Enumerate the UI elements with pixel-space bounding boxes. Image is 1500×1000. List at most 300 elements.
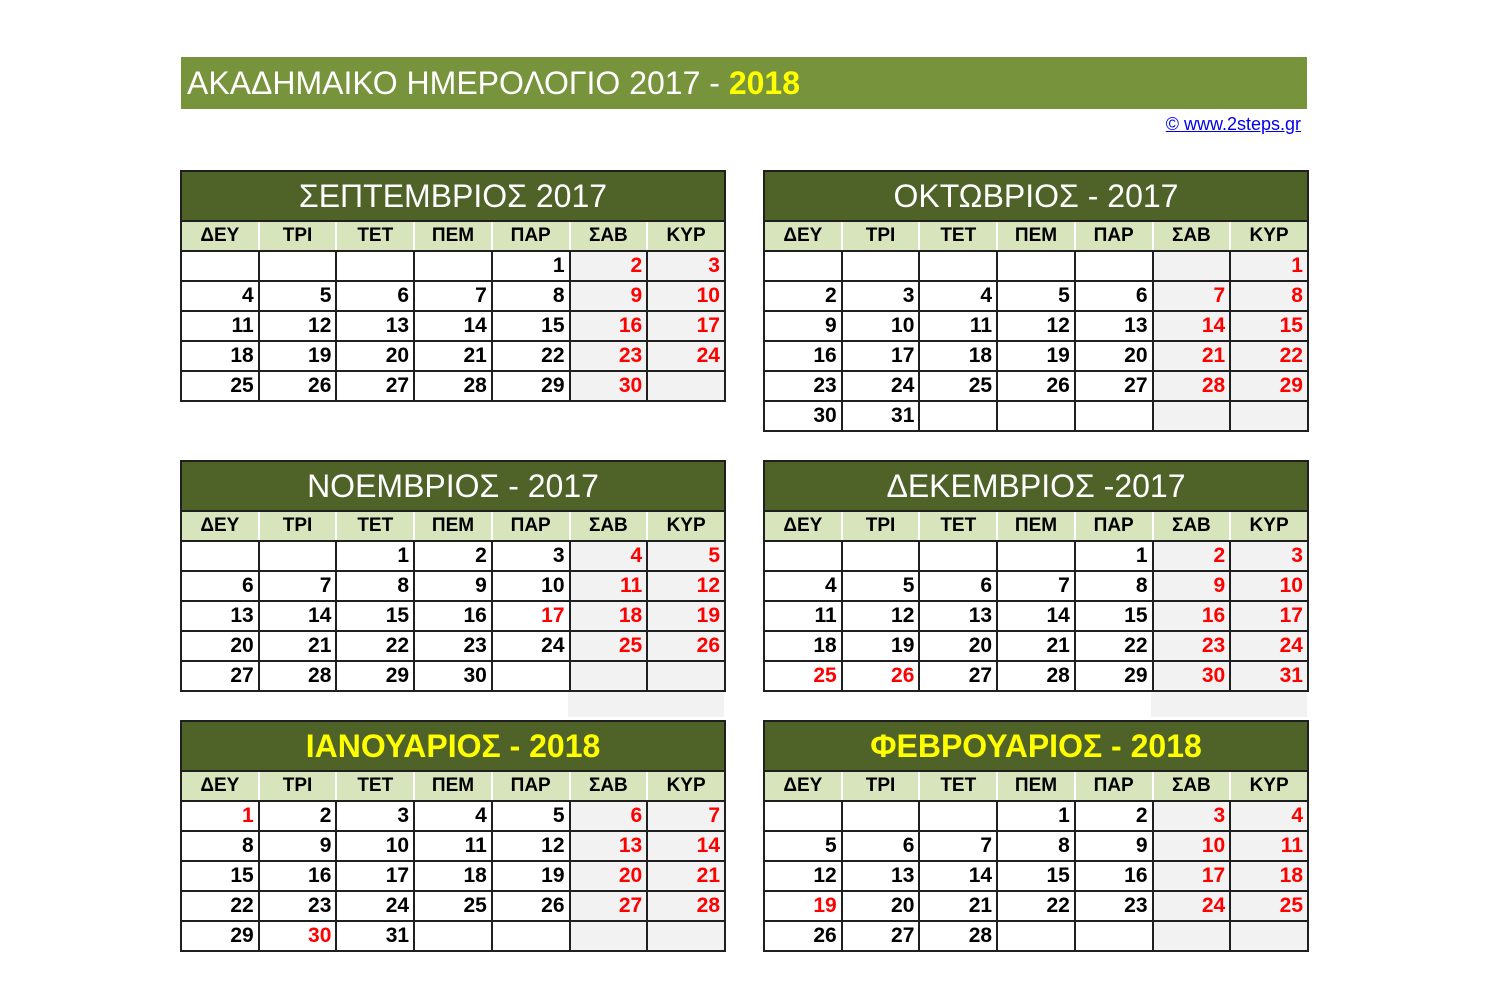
day-cell: 26 <box>259 371 337 401</box>
day-cell: 30 <box>1153 661 1231 691</box>
week-row <box>181 311 725 341</box>
week-row <box>181 371 725 401</box>
day-cell: 25 <box>1230 891 1308 921</box>
day-cell: 31 <box>842 401 920 431</box>
day-cell: 17 <box>1153 861 1231 891</box>
day-cell: 6 <box>919 571 997 601</box>
day-cell: 22 <box>1230 341 1308 371</box>
week-row <box>764 801 1308 831</box>
day-cell: 11 <box>570 571 648 601</box>
day-cell <box>570 921 648 951</box>
page-title: ΑΚΑΔΗΜΑΙΚΟ ΗΜΕΡΟΛΟΓΙΟ 2017 - <box>187 65 729 101</box>
day-cell: 19 <box>492 861 570 891</box>
day-cell: 18 <box>919 341 997 371</box>
weekday-header: ΠΕΜ <box>414 771 492 801</box>
month-calendar <box>180 460 726 692</box>
day-cell: 8 <box>1230 281 1308 311</box>
weekday-header: ΔΕΥ <box>181 221 259 251</box>
week-row <box>764 371 1308 401</box>
day-cell: 6 <box>842 831 920 861</box>
day-cell <box>492 661 570 691</box>
day-cell: 21 <box>919 891 997 921</box>
day-cell: 10 <box>336 831 414 861</box>
day-cell: 22 <box>336 631 414 661</box>
day-cell: 24 <box>336 891 414 921</box>
day-cell: 13 <box>336 311 414 341</box>
day-cell <box>181 251 259 281</box>
day-cell: 29 <box>1230 371 1308 401</box>
day-cell: 25 <box>181 371 259 401</box>
day-cell <box>919 251 997 281</box>
day-cell: 13 <box>919 601 997 631</box>
weekday-header: ΤΕΤ <box>336 771 414 801</box>
weekday-header: ΤΕΤ <box>919 511 997 541</box>
day-cell <box>1075 401 1153 431</box>
day-cell <box>1075 921 1153 951</box>
day-cell: 27 <box>570 891 648 921</box>
weekday-header: ΤΕΤ <box>336 511 414 541</box>
day-cell: 14 <box>414 311 492 341</box>
day-cell: 4 <box>919 281 997 311</box>
day-cell: 9 <box>764 311 842 341</box>
month-title: ΦΕΒΡΟΥΑΡΙΟΣ - 2018 <box>764 721 1308 771</box>
weekday-header: ΤΡΙ <box>842 511 920 541</box>
weekday-header: ΤΕΤ <box>919 771 997 801</box>
day-cell: 6 <box>1075 281 1153 311</box>
day-cell: 12 <box>997 311 1075 341</box>
day-cell <box>647 921 725 951</box>
week-row <box>764 661 1308 691</box>
week-row <box>181 571 725 601</box>
week-row <box>181 861 725 891</box>
month-title: ΝΟΕΜΒΡΙΟΣ - 2017 <box>181 461 725 511</box>
day-cell <box>764 541 842 571</box>
day-cell: 5 <box>647 541 725 571</box>
day-cell: 15 <box>1230 311 1308 341</box>
day-cell: 26 <box>842 661 920 691</box>
week-row <box>764 861 1308 891</box>
day-cell: 27 <box>336 371 414 401</box>
day-cell: 18 <box>414 861 492 891</box>
day-cell: 4 <box>570 541 648 571</box>
day-cell: 10 <box>842 311 920 341</box>
month-calendar <box>180 170 726 402</box>
day-cell <box>842 801 920 831</box>
day-cell: 7 <box>997 571 1075 601</box>
month-title: ΣΕΠΤΕΜΒΡΙΟΣ 2017 <box>181 171 725 221</box>
day-cell: 14 <box>647 831 725 861</box>
day-cell: 17 <box>336 861 414 891</box>
weekday-header: ΣΑΒ <box>570 221 648 251</box>
day-cell: 13 <box>1075 311 1153 341</box>
day-cell: 20 <box>570 861 648 891</box>
day-cell: 8 <box>492 281 570 311</box>
week-row <box>764 341 1308 371</box>
day-cell: 23 <box>259 891 337 921</box>
day-cell: 14 <box>1153 311 1231 341</box>
page-title-banner <box>181 57 1307 109</box>
weekday-header: ΣΑΒ <box>570 771 648 801</box>
day-cell: 20 <box>842 891 920 921</box>
week-row <box>181 341 725 371</box>
day-cell: 1 <box>1075 541 1153 571</box>
day-cell <box>997 541 1075 571</box>
day-cell <box>1230 921 1308 951</box>
day-cell: 22 <box>492 341 570 371</box>
day-cell: 29 <box>336 661 414 691</box>
day-cell: 24 <box>1230 631 1308 661</box>
weekday-header: ΤΡΙ <box>259 221 337 251</box>
day-cell: 5 <box>259 281 337 311</box>
day-cell: 12 <box>647 571 725 601</box>
weekday-header: ΚΥΡ <box>647 511 725 541</box>
day-cell: 11 <box>1230 831 1308 861</box>
day-cell: 30 <box>259 921 337 951</box>
day-cell: 25 <box>414 891 492 921</box>
day-cell <box>259 251 337 281</box>
day-cell: 16 <box>1075 861 1153 891</box>
day-cell: 29 <box>181 921 259 951</box>
day-cell: 2 <box>259 801 337 831</box>
day-cell: 30 <box>764 401 842 431</box>
day-cell: 23 <box>1075 891 1153 921</box>
month-calendar <box>180 720 726 952</box>
day-cell: 20 <box>336 341 414 371</box>
weekday-header: ΚΥΡ <box>1230 511 1308 541</box>
day-cell: 11 <box>764 601 842 631</box>
day-cell: 28 <box>647 891 725 921</box>
week-row <box>764 281 1308 311</box>
page-title-year: 2018 <box>728 65 801 101</box>
weekday-header: ΚΥΡ <box>1230 221 1308 251</box>
day-cell: 4 <box>414 801 492 831</box>
day-cell: 18 <box>181 341 259 371</box>
day-cell: 8 <box>336 571 414 601</box>
day-cell: 8 <box>1075 571 1153 601</box>
day-cell <box>336 251 414 281</box>
weekday-header: ΤΡΙ <box>842 771 920 801</box>
weekday-header: ΔΕΥ <box>181 771 259 801</box>
day-cell <box>647 661 725 691</box>
day-cell: 29 <box>492 371 570 401</box>
day-cell: 4 <box>181 281 259 311</box>
day-cell: 16 <box>1153 601 1231 631</box>
day-cell: 31 <box>1230 661 1308 691</box>
day-cell: 18 <box>764 631 842 661</box>
day-cell: 10 <box>1153 831 1231 861</box>
day-cell: 15 <box>1075 601 1153 631</box>
day-cell: 24 <box>1153 891 1231 921</box>
week-row <box>764 891 1308 921</box>
day-cell: 12 <box>842 601 920 631</box>
day-cell: 26 <box>647 631 725 661</box>
week-row <box>181 661 725 691</box>
day-cell: 1 <box>336 541 414 571</box>
day-cell: 20 <box>919 631 997 661</box>
weekday-header: ΚΥΡ <box>647 771 725 801</box>
day-cell: 20 <box>181 631 259 661</box>
week-row <box>181 921 725 951</box>
day-cell <box>1075 251 1153 281</box>
day-cell: 2 <box>414 541 492 571</box>
week-row <box>181 601 725 631</box>
day-cell: 13 <box>570 831 648 861</box>
day-cell: 3 <box>647 251 725 281</box>
day-cell: 17 <box>1230 601 1308 631</box>
weekday-header: ΠΑΡ <box>492 771 570 801</box>
day-cell: 5 <box>842 571 920 601</box>
weekend-shade-strip <box>1151 689 1307 717</box>
day-cell: 27 <box>1075 371 1153 401</box>
day-cell <box>919 541 997 571</box>
day-cell: 11 <box>181 311 259 341</box>
weekday-header: ΣΑΒ <box>1153 771 1231 801</box>
day-cell: 27 <box>842 921 920 951</box>
day-cell: 12 <box>764 861 842 891</box>
day-cell <box>1230 401 1308 431</box>
month-title: ΟΚΤΩΒΡΙΟΣ - 2017 <box>764 171 1308 221</box>
week-row <box>764 631 1308 661</box>
weekday-header: ΚΥΡ <box>647 221 725 251</box>
day-cell: 9 <box>1075 831 1153 861</box>
weekday-header: ΠΑΡ <box>492 221 570 251</box>
day-cell: 17 <box>647 311 725 341</box>
day-cell: 21 <box>997 631 1075 661</box>
day-cell: 31 <box>336 921 414 951</box>
week-row <box>764 601 1308 631</box>
day-cell: 19 <box>259 341 337 371</box>
day-cell: 2 <box>1153 541 1231 571</box>
day-cell: 27 <box>181 661 259 691</box>
day-cell: 23 <box>764 371 842 401</box>
weekday-header: ΠΕΜ <box>997 221 1075 251</box>
day-cell: 18 <box>1230 861 1308 891</box>
day-cell: 14 <box>919 861 997 891</box>
day-cell: 27 <box>919 661 997 691</box>
day-cell <box>570 661 648 691</box>
day-cell <box>1153 401 1231 431</box>
day-cell: 9 <box>259 831 337 861</box>
day-cell: 16 <box>764 341 842 371</box>
week-row <box>764 311 1308 341</box>
day-cell: 22 <box>181 891 259 921</box>
week-row <box>764 921 1308 951</box>
weekday-header: ΔΕΥ <box>181 511 259 541</box>
weekday-header: ΠΑΡ <box>1075 511 1153 541</box>
day-cell: 23 <box>1153 631 1231 661</box>
day-cell: 28 <box>997 661 1075 691</box>
day-cell: 26 <box>997 371 1075 401</box>
day-cell <box>414 921 492 951</box>
day-cell: 6 <box>181 571 259 601</box>
day-cell: 9 <box>570 281 648 311</box>
weekday-header: ΤΕΤ <box>336 221 414 251</box>
day-cell: 28 <box>919 921 997 951</box>
day-cell: 15 <box>492 311 570 341</box>
day-cell: 2 <box>1075 801 1153 831</box>
day-cell: 30 <box>414 661 492 691</box>
day-cell <box>1153 921 1231 951</box>
day-cell: 9 <box>414 571 492 601</box>
day-cell: 5 <box>764 831 842 861</box>
day-cell: 14 <box>259 601 337 631</box>
day-cell: 30 <box>570 371 648 401</box>
week-row <box>181 281 725 311</box>
week-row <box>764 571 1308 601</box>
day-cell: 17 <box>842 341 920 371</box>
day-cell: 6 <box>336 281 414 311</box>
day-cell: 7 <box>259 571 337 601</box>
month-title: ΙΑΝΟΥΑΡΙΟΣ - 2018 <box>181 721 725 771</box>
day-cell: 17 <box>492 601 570 631</box>
day-cell <box>492 921 570 951</box>
day-cell: 16 <box>259 861 337 891</box>
day-cell: 8 <box>181 831 259 861</box>
day-cell: 8 <box>997 831 1075 861</box>
weekday-header: ΚΥΡ <box>1230 771 1308 801</box>
day-cell: 1 <box>181 801 259 831</box>
day-cell: 23 <box>414 631 492 661</box>
weekday-header: ΠΑΡ <box>1075 771 1153 801</box>
month-calendar <box>763 170 1309 432</box>
day-cell: 5 <box>492 801 570 831</box>
day-cell: 12 <box>492 831 570 861</box>
weekday-header: ΤΡΙ <box>842 221 920 251</box>
day-cell <box>764 801 842 831</box>
weekday-header: ΠΕΜ <box>997 771 1075 801</box>
day-cell: 3 <box>1153 801 1231 831</box>
day-cell <box>997 401 1075 431</box>
day-cell <box>842 251 920 281</box>
day-cell: 22 <box>1075 631 1153 661</box>
day-cell: 7 <box>647 801 725 831</box>
day-cell <box>919 401 997 431</box>
weekday-header: ΠΕΜ <box>414 221 492 251</box>
week-row <box>764 251 1308 281</box>
weekday-header: ΣΑΒ <box>570 511 648 541</box>
day-cell <box>647 371 725 401</box>
day-cell: 19 <box>764 891 842 921</box>
day-cell <box>842 541 920 571</box>
day-cell: 19 <box>647 601 725 631</box>
day-cell: 7 <box>919 831 997 861</box>
weekday-header: ΤΕΤ <box>919 221 997 251</box>
day-cell: 24 <box>647 341 725 371</box>
day-cell: 7 <box>1153 281 1231 311</box>
day-cell: 9 <box>1153 571 1231 601</box>
week-row <box>764 831 1308 861</box>
day-cell: 10 <box>1230 571 1308 601</box>
week-row <box>181 831 725 861</box>
weekday-header: ΤΡΙ <box>259 511 337 541</box>
weekday-header: ΔΕΥ <box>764 511 842 541</box>
month-calendar <box>763 720 1309 952</box>
day-cell: 4 <box>764 571 842 601</box>
day-cell: 15 <box>997 861 1075 891</box>
day-cell: 22 <box>997 891 1075 921</box>
day-cell: 24 <box>842 371 920 401</box>
day-cell: 3 <box>336 801 414 831</box>
day-cell <box>414 251 492 281</box>
day-cell <box>1153 251 1231 281</box>
day-cell: 26 <box>492 891 570 921</box>
day-cell: 13 <box>181 601 259 631</box>
day-cell: 19 <box>997 341 1075 371</box>
day-cell: 21 <box>414 341 492 371</box>
day-cell <box>997 921 1075 951</box>
day-cell: 10 <box>492 571 570 601</box>
weekday-header: ΔΕΥ <box>764 221 842 251</box>
month-calendar <box>763 460 1309 692</box>
day-cell: 1 <box>492 251 570 281</box>
weekday-header: ΣΑΒ <box>1153 511 1231 541</box>
weekday-header: ΔΕΥ <box>764 771 842 801</box>
day-cell: 23 <box>570 341 648 371</box>
day-cell: 3 <box>842 281 920 311</box>
weekday-header: ΤΡΙ <box>259 771 337 801</box>
day-cell: 25 <box>764 661 842 691</box>
day-cell: 21 <box>259 631 337 661</box>
day-cell: 3 <box>1230 541 1308 571</box>
weekend-shade-strip <box>568 689 724 717</box>
day-cell: 25 <box>919 371 997 401</box>
day-cell: 18 <box>570 601 648 631</box>
week-row <box>181 631 725 661</box>
day-cell <box>181 541 259 571</box>
week-row <box>181 801 725 831</box>
day-cell: 15 <box>181 861 259 891</box>
day-cell: 4 <box>1230 801 1308 831</box>
day-cell: 29 <box>1075 661 1153 691</box>
weekday-header: ΠΑΡ <box>1075 221 1153 251</box>
day-cell <box>919 801 997 831</box>
credit-link[interactable]: © www.2steps.gr <box>1165 114 1301 134</box>
weekday-header: ΣΑΒ <box>1153 221 1231 251</box>
day-cell: 12 <box>259 311 337 341</box>
day-cell: 25 <box>570 631 648 661</box>
day-cell <box>259 541 337 571</box>
day-cell <box>997 251 1075 281</box>
day-cell: 10 <box>647 281 725 311</box>
day-cell: 21 <box>647 861 725 891</box>
week-row <box>181 541 725 571</box>
day-cell: 11 <box>414 831 492 861</box>
day-cell: 15 <box>336 601 414 631</box>
day-cell: 19 <box>842 631 920 661</box>
day-cell: 2 <box>570 251 648 281</box>
day-cell: 1 <box>997 801 1075 831</box>
month-title: ΔΕΚΕΜΒΡΙΟΣ -2017 <box>764 461 1308 511</box>
day-cell: 6 <box>570 801 648 831</box>
day-cell: 7 <box>414 281 492 311</box>
day-cell: 28 <box>259 661 337 691</box>
week-row <box>764 401 1308 431</box>
week-row <box>764 541 1308 571</box>
day-cell: 14 <box>997 601 1075 631</box>
day-cell: 21 <box>1153 341 1231 371</box>
day-cell: 11 <box>919 311 997 341</box>
day-cell: 28 <box>1153 371 1231 401</box>
day-cell: 1 <box>1230 251 1308 281</box>
day-cell: 20 <box>1075 341 1153 371</box>
day-cell: 16 <box>414 601 492 631</box>
day-cell: 24 <box>492 631 570 661</box>
weekday-header: ΠΕΜ <box>414 511 492 541</box>
day-cell <box>764 251 842 281</box>
day-cell: 16 <box>570 311 648 341</box>
day-cell: 13 <box>842 861 920 891</box>
day-cell: 28 <box>414 371 492 401</box>
